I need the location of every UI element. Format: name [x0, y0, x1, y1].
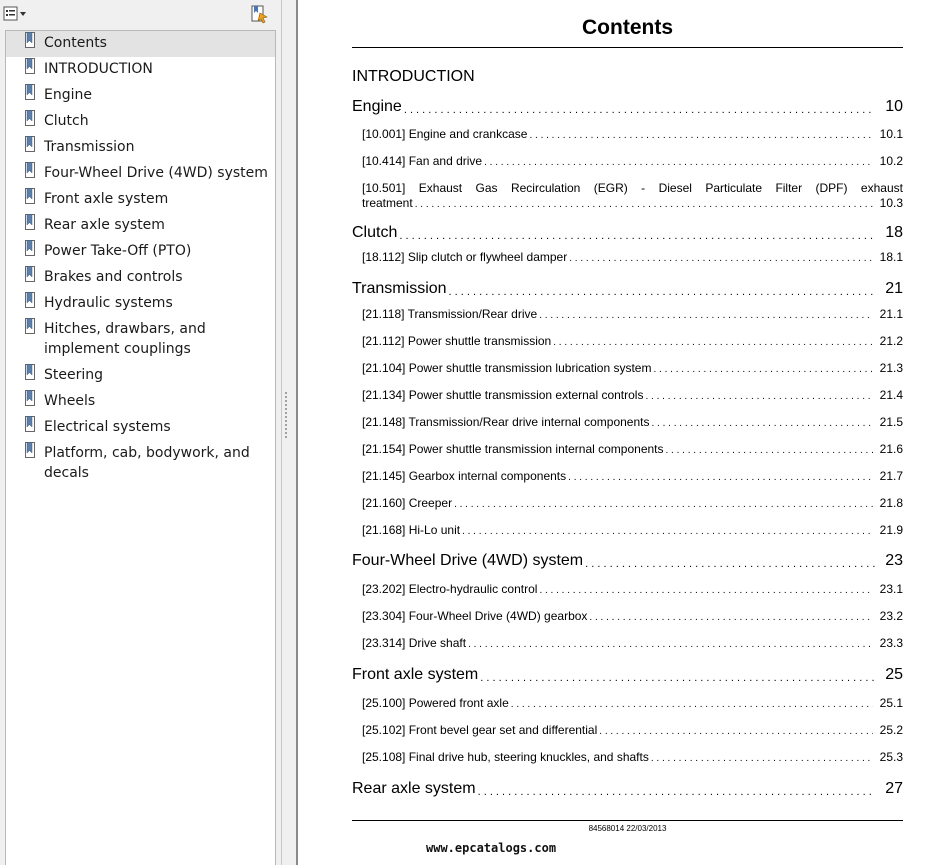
toc-leader-dots	[511, 698, 873, 711]
bookmark-ribbon-icon	[24, 266, 38, 284]
bookmark-label: Front axle system	[44, 191, 169, 207]
toc-entry-title: [21.145] Gearbox internal components	[362, 469, 567, 483]
toc-section-engine[interactable]	[352, 97, 903, 117]
bookmark-label: Power Take-Off (PTO)	[44, 243, 192, 259]
splitter-grip-handle[interactable]	[285, 392, 291, 440]
toc-subentry[interactable]	[362, 469, 903, 484]
toc-entry-page: 21.6	[879, 442, 903, 456]
toc-entry-page: 18	[885, 224, 903, 241]
bookmark-item-brakes-and-controls[interactable]	[6, 265, 275, 291]
bookmark-label: Brakes and controls	[44, 269, 183, 285]
bookmark-item-wheels[interactable]	[6, 389, 275, 415]
bookmark-label: Clutch	[44, 113, 89, 129]
toc-subentry[interactable]	[362, 154, 903, 169]
bookmark-ribbon-icon	[24, 364, 38, 382]
bookmark-ribbon-icon	[24, 390, 38, 408]
toc-leader-dots	[553, 336, 873, 349]
bookmark-item-front-axle-system[interactable]	[6, 187, 275, 213]
document-page[interactable]	[298, 0, 936, 865]
bookmark-ribbon-icon	[24, 136, 38, 154]
footer-document-code: 84568014 22/03/2013	[588, 824, 667, 833]
toc-entry-title: [18.112] Slip clutch or flywheel damper	[362, 250, 568, 264]
toc-leader-dots	[589, 611, 873, 624]
toc-entry-page: 21.5	[879, 415, 903, 429]
bookmark-ribbon-icon	[24, 58, 38, 76]
title-divider	[352, 47, 903, 48]
toc-section-introduction[interactable]	[352, 67, 903, 87]
toc-entry-title: [21.148] Transmission/Rear drive internal components	[362, 415, 650, 429]
toc-entry-title: [23.304] Four-Wheel Drive (4WD) gearbox	[362, 609, 588, 623]
bookmark-label: Four-Wheel Drive (4WD) system	[44, 165, 268, 181]
bookmark-item-hydraulic-systems[interactable]	[6, 291, 275, 317]
toc-entry-page: 21.1	[879, 307, 903, 321]
toc-section-front-axle[interactable]	[352, 665, 903, 685]
bookmark-item-engine[interactable]	[6, 83, 275, 109]
toc-entry-title: Rear axle system	[352, 780, 476, 797]
toc-leader-dots	[529, 129, 873, 142]
toc-subentry[interactable]	[362, 388, 903, 403]
bookmark-label: Hydraulic systems	[44, 295, 173, 311]
bookmark-label: Hitches, drawbars, and implement couplings	[44, 321, 206, 357]
bookmark-ribbon-icon	[24, 240, 38, 258]
toc-subentry[interactable]	[362, 582, 903, 597]
bookmark-ribbon-icon	[24, 214, 38, 232]
bookmark-ribbon-icon	[24, 292, 38, 310]
toc-word: Exhaust	[418, 181, 463, 195]
toc-word: exhaust	[860, 181, 903, 195]
bookmark-tool-button[interactable]	[249, 4, 269, 24]
toc-leader-dots	[645, 390, 873, 403]
panel-splitter	[282, 0, 296, 865]
toc-entry-page: 21.8	[879, 496, 903, 510]
toc-entry-title: INTRODUCTION	[352, 68, 475, 85]
toc-subentry[interactable]	[362, 696, 903, 711]
toc-section-clutch[interactable]	[352, 223, 903, 243]
toc-leader-dots	[651, 417, 873, 430]
toc-leader-dots	[449, 285, 875, 299]
bookmark-ribbon-icon	[24, 188, 38, 206]
toc-section-four-wheel-drive[interactable]	[352, 551, 903, 571]
toc-entry-page: 23.3	[879, 636, 903, 650]
bookmark-tree	[5, 30, 276, 865]
toc-entry-title: [21.104] Power shuttle transmission lubrication system	[362, 361, 652, 375]
bookmark-label: Platform, cab, bodywork, and decals	[44, 445, 250, 481]
toc-entry-title: Front axle system	[352, 666, 479, 683]
toc-entry-title: [23.202] Electro-hydraulic control	[362, 582, 538, 596]
toc-word: Gas	[475, 181, 498, 195]
toc-leader-dots	[568, 471, 873, 484]
toc-leader-dots	[666, 444, 874, 457]
toc-word: Filter	[775, 181, 803, 195]
toc-word: [10.501]	[362, 181, 406, 195]
toc-entry-title: [21.118] Transmission/Rear drive	[362, 307, 538, 321]
toc-leader-dots	[651, 752, 873, 765]
toc-entry-page: 25.3	[879, 750, 903, 764]
toc-entry-page: 25	[885, 666, 903, 683]
bookmarks-toolbar	[0, 0, 282, 30]
bookmark-options-icon	[3, 6, 27, 22]
toc-subentry[interactable]	[362, 334, 903, 349]
bookmarks-panel	[0, 0, 282, 865]
bookmark-ribbon-icon	[24, 32, 38, 50]
bookmark-label: Engine	[44, 87, 92, 103]
toc-entry-page: 23.2	[879, 609, 903, 623]
toc-entry-page: 18.1	[879, 250, 903, 264]
bookmark-ribbon-icon	[24, 442, 38, 460]
bookmark-ribbon-icon	[24, 416, 38, 434]
bookmark-label: Steering	[44, 367, 104, 383]
toc-entry-page: 10	[885, 98, 903, 115]
bookmark-ribbon-icon	[24, 84, 38, 102]
toc-leader-dots	[484, 156, 873, 169]
bookmark-ribbon-icon	[24, 162, 38, 180]
bookmark-item-contents[interactable]	[6, 31, 275, 57]
bookmark-label: Electrical systems	[44, 419, 171, 435]
toc-entry-title: [21.154] Power shuttle transmission internal components	[362, 442, 664, 456]
toc-entry-title: Four-Wheel Drive (4WD) system	[352, 552, 584, 569]
toc-entry-title: [23.314] Drive shaft	[362, 636, 467, 650]
toc-leader-dots	[399, 229, 875, 243]
bookmark-ribbon-icon	[24, 318, 38, 336]
toc-subentry[interactable]	[362, 609, 903, 624]
footer-divider	[352, 820, 903, 821]
toc-entry-page: 23.1	[879, 582, 903, 596]
toc-entry-page: 21	[885, 280, 903, 297]
toc-entry-page: 21.3	[879, 361, 903, 375]
bookmark-item-transmission[interactable]	[6, 135, 275, 161]
toc-entry-title: [21.112] Power shuttle transmission	[362, 334, 552, 348]
toc-entry-title: Engine	[352, 98, 402, 115]
toc-entry-page: 25.2	[879, 723, 903, 737]
toc-subentry[interactable]	[362, 496, 903, 511]
toc-leader-dots	[653, 363, 873, 376]
toc-section-transmission[interactable]	[352, 279, 903, 299]
toc-subentry[interactable]	[362, 442, 903, 457]
toc-entry-page: 21.2	[879, 334, 903, 348]
toc-entry-page: 21.7	[879, 469, 903, 483]
bookmark-label: Wheels	[44, 393, 96, 409]
toc-entry-page: 10.1	[879, 127, 903, 141]
toc-entry-title-line	[362, 181, 903, 196]
bookmark-item-platform-cab-bodywork-and-decals[interactable]	[6, 441, 275, 487]
toc-subentry[interactable]	[362, 361, 903, 376]
toc-leader-dots	[480, 671, 875, 685]
toc-entry-page: 25.1	[879, 696, 903, 710]
toc-leader-dots	[415, 198, 873, 211]
toc-leader-dots	[454, 498, 873, 511]
toc-subentry[interactable]	[362, 307, 903, 322]
toc-word: (DPF)	[815, 181, 848, 195]
bookmark-item-rear-axle-system[interactable]	[6, 213, 275, 239]
bookmark-options-button[interactable]	[3, 5, 27, 23]
toc-section-rear-axle[interactable]	[352, 779, 903, 799]
toc-subentry-wrapped[interactable]	[362, 181, 903, 211]
toc-leader-dots	[404, 103, 875, 117]
toc-word: (EGR)	[593, 181, 628, 195]
toc-entry-page: 23	[885, 552, 903, 569]
toc-entry-title-tail: treatment	[362, 196, 413, 210]
toc-word: Diesel	[658, 181, 692, 195]
bookmark-item-electrical-systems[interactable]	[6, 415, 275, 441]
toc-subentry[interactable]	[362, 750, 903, 765]
toc-entry-title: [25.100] Powered front axle	[362, 696, 509, 710]
toc-word: Particulate	[705, 181, 763, 195]
toc-leader-dots	[539, 584, 873, 597]
toc-subentry[interactable]	[362, 127, 903, 142]
bookmark-label: Contents	[44, 35, 107, 51]
bookmark-label: INTRODUCTION	[44, 61, 153, 77]
toc-subentry[interactable]	[362, 523, 903, 538]
watermark-text: www.epcatalogs.com	[426, 841, 557, 855]
toc-entry-title: [25.108] Final drive hub, steering knuckles, and shafts	[362, 750, 649, 764]
bookmark-item-steering[interactable]	[6, 363, 275, 389]
toc-subentry[interactable]	[362, 636, 903, 651]
toc-entry-title: [10.001] Engine and crankcase	[362, 127, 528, 141]
toc-leader-dots	[569, 252, 873, 265]
toc-entry-title: [25.102] Front bevel gear set and differential	[362, 723, 598, 737]
bookmark-ribbon-icon	[24, 110, 38, 128]
toc-subentry[interactable]	[362, 415, 903, 430]
bookmark-item-four-wheel-drive-4wd-system[interactable]	[6, 161, 275, 187]
toc-entry-page: 21.9	[879, 523, 903, 537]
toc-subentry[interactable]	[362, 723, 903, 738]
toc-entry-page: 10.3	[879, 196, 903, 210]
toc-subentry[interactable]	[362, 250, 903, 265]
toc-entry-page: 21.4	[879, 388, 903, 402]
toc-word: Recirculation	[510, 181, 581, 195]
toc-entry-title: Transmission	[352, 280, 447, 297]
toc-entry-title: Clutch	[352, 224, 398, 241]
toc-entry-page: 10.2	[879, 154, 903, 168]
toc-word: -	[641, 181, 646, 195]
toc-leader-dots	[478, 785, 875, 799]
bookmark-item-hitches-drawbars-and-implement-couplings[interactable]	[6, 317, 275, 363]
toc-leader-dots	[585, 557, 875, 571]
bookmark-item-introduction[interactable]	[6, 57, 275, 83]
bookmark-label: Rear axle system	[44, 217, 165, 233]
bookmark-tool-icon	[249, 4, 269, 24]
toc-entry-title: [21.134] Power shuttle transmission external controls	[362, 388, 644, 402]
bookmark-label: Transmission	[44, 139, 135, 155]
toc-leader-dots	[468, 638, 873, 651]
bookmark-item-clutch[interactable]	[6, 109, 275, 135]
toc-leader-dots	[599, 725, 873, 738]
toc-entry-title: [21.160] Creeper	[362, 496, 453, 510]
bookmark-item-power-take-off-pto[interactable]	[6, 239, 275, 265]
toc-leader-dots	[462, 525, 873, 538]
toc-entry-title: [21.168] Hi-Lo unit	[362, 523, 461, 537]
toc-leader-dots	[539, 309, 873, 322]
toc-entry-title: [10.414] Fan and drive	[362, 154, 483, 168]
toc-entry-page: 27	[885, 780, 903, 797]
page-title: Contents	[582, 16, 673, 39]
